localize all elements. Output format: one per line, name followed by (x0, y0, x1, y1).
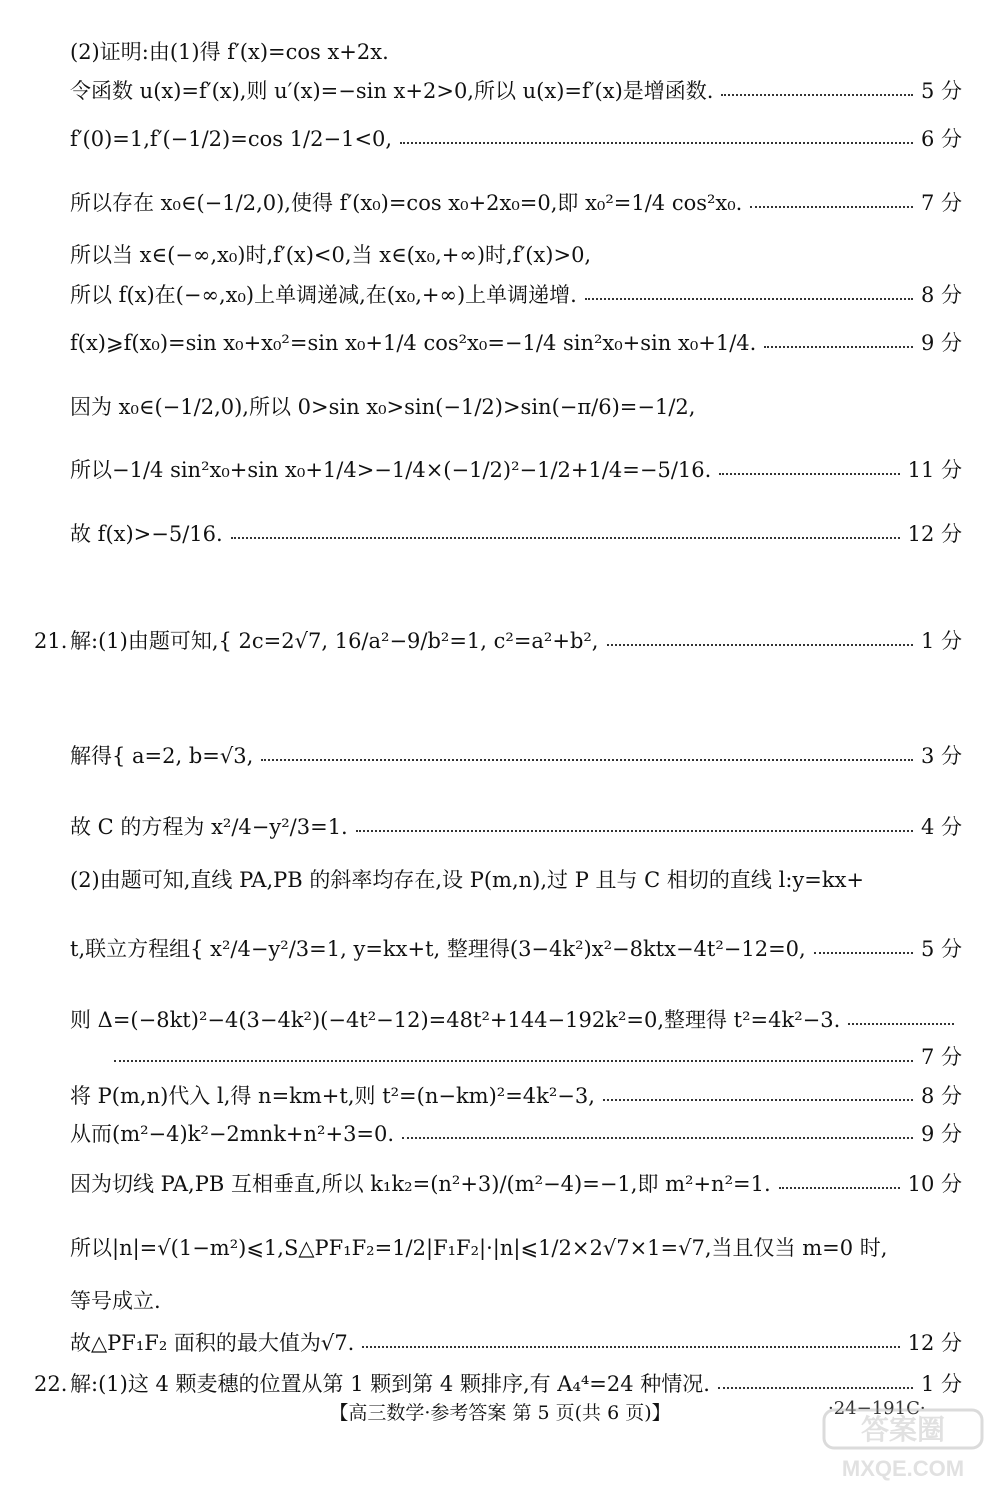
score-label: 12 分 (907, 522, 962, 546)
solution-line (70, 1236, 962, 1261)
score-label: 11 分 (907, 458, 962, 482)
solution-line (70, 868, 962, 893)
line-text: 所以 f(x)在(−∞,x₀)上单调递减,在(x₀,+∞)上单调递增. (70, 283, 577, 307)
leader-dots (718, 1387, 913, 1389)
solution-line (70, 79, 962, 104)
score-label: 7 分 (920, 1045, 962, 1069)
footer-code: ·24−191C· (828, 1398, 926, 1419)
leader-dots (114, 1060, 913, 1062)
leader-dots (603, 1099, 913, 1101)
leader-dots (356, 830, 913, 832)
line-text: f(x)⩾f(x₀)=sin x₀+x₀²=sin x₀+1/4 cos²x₀=−1/4 sin²x₀+sin x₀+1/4. (70, 331, 757, 355)
leader-dots (848, 1023, 954, 1025)
question-number-21: 21. (34, 629, 68, 653)
score-label: 3 分 (920, 744, 962, 768)
leader-dots (814, 952, 913, 954)
score-label: 7 分 (920, 191, 962, 215)
solution-line (70, 1172, 962, 1197)
question-number-22: 22. (34, 1372, 68, 1396)
line-text: 从而(m²−4)k²−2mnk+n²+3=0. (70, 1122, 395, 1146)
solution-line (70, 283, 962, 308)
solution-line (70, 127, 962, 152)
score-label: 5 分 (920, 79, 962, 103)
line-text: 解得{ a=2, b=√3, (70, 744, 254, 768)
leader-dots (362, 1346, 899, 1348)
solution-line (70, 1289, 962, 1314)
leader-dots (402, 1137, 913, 1139)
leader-dots (779, 1187, 900, 1189)
solution-line (70, 1008, 962, 1033)
watermark-site: MXQE.COM (841, 1456, 965, 1481)
score-label: 8 分 (920, 1084, 962, 1108)
solution-line (70, 937, 962, 962)
leader-dots (261, 759, 913, 761)
score-label: 4 分 (920, 815, 962, 839)
line-text: 故 f(x)>−5/16. (70, 522, 223, 546)
line-text: 所以−1/4 sin²x₀+sin x₀+1/4>−1/4×(−1/2)²−1/2+1/4=−5/16. (70, 458, 712, 482)
leader-dots (750, 206, 913, 208)
solution-line (70, 1372, 962, 1397)
proof-intro-line (70, 40, 962, 65)
solution-line (70, 815, 962, 840)
line-text: 令函数 u(x)=f′(x),则 u′(x)=−sin x+2>0,所以 u(x)=f′(x)是增函数. (70, 79, 714, 103)
leader-dots (585, 298, 913, 300)
solution-line (70, 458, 962, 483)
score-label: 1 分 (920, 1372, 962, 1396)
leader-dots (719, 473, 899, 475)
line-text: 等号成立. (70, 1289, 161, 1313)
line-text: f′(0)=1,f′(−1/2)=cos 1/2−1<0, (70, 127, 393, 151)
footer-text: 【高三数学·参考答案 第 5 页(共 6 页)】 (329, 1402, 671, 1424)
solution-line (70, 1331, 962, 1356)
line-text: (2)证明:由(1)得 f′(x)=cos x+2x. (70, 40, 389, 64)
leader-dots (231, 537, 900, 539)
score-label: 12 分 (907, 1331, 962, 1355)
leader-dots (400, 142, 913, 144)
solution-line-continuation (70, 1045, 962, 1070)
line-text: (2)由题可知,直线 PA,PB 的斜率均存在,设 P(m,n),过 P 且与 C 相切的直线 l:y=kx+ (70, 868, 865, 892)
score-label: 6 分 (920, 127, 962, 151)
solution-line (70, 395, 962, 420)
line-text: 因为切线 PA,PB 互相垂直,所以 k₁k₂=(n²+3)/(m²−4)=−1,即 m²+n²=1. (70, 1172, 771, 1196)
line-text: 所以|n|=√(1−m²)⩽1,S△PF₁F₂=1/2|F₁F₂|·|n|⩽1/2×2√7×1=√7,当且仅当 m=0 时, (70, 1236, 888, 1260)
watermark-logo (818, 1404, 988, 1484)
line-text: 解:(1)由题可知,{ 2c=2√7, 16/a²−9/b²=1, c²=a²+b², (70, 629, 599, 653)
line-text: 故△PF₁F₂ 面积的最大值为√7. (70, 1331, 355, 1355)
line-text: 解:(1)这 4 颗麦穗的位置从第 1 颗到第 4 颗排序,有 A₄⁴=24 种情况. (70, 1372, 710, 1396)
line-text: 则 Δ=(−8kt)²−4(3−4k²)(−4t²−12)=48t²+144−192k²=0,整理得 t²=4k²−3. (70, 1008, 841, 1032)
solution-line (70, 522, 962, 547)
score-label: 5 分 (920, 937, 962, 961)
leader-dots (721, 94, 913, 96)
line-text: t,联立方程组{ x²/4−y²/3=1, y=kx+t, 整理得(3−4k²)x²−8ktx−4t²−12=0, (70, 937, 806, 961)
solution-line (70, 191, 962, 216)
solution-line (70, 1084, 962, 1109)
leader-dots (764, 346, 913, 348)
line-text: 将 P(m,n)代入 l,得 n=km+t,则 t²=(n−km)²=4k²−3, (70, 1084, 595, 1108)
line-text: 因为 x₀∈(−1/2,0),所以 0>sin x₀>sin(−1/2)>sin(−π/6)=−1/2, (70, 395, 696, 419)
score-label: 9 分 (920, 331, 962, 355)
solution-line (70, 331, 962, 356)
solution-line (70, 1122, 962, 1147)
line-text: 所以当 x∈(−∞,x₀)时,f′(x)<0,当 x∈(x₀,+∞)时,f′(x)>0, (70, 243, 592, 267)
score-label: 1 分 (920, 629, 962, 653)
line-text: 所以存在 x₀∈(−1/2,0),使得 f′(x₀)=cos x₀+2x₀=0,即 x₀²=1/4 cos²x₀. (70, 191, 743, 215)
watermark-text: 答案圈 (860, 1414, 946, 1445)
solution-line (70, 243, 962, 268)
score-label: 9 分 (920, 1122, 962, 1146)
score-label: 10 分 (907, 1172, 962, 1196)
solution-line (70, 744, 962, 769)
line-text: 故 C 的方程为 x²/4−y²/3=1. (70, 815, 348, 839)
score-label: 8 分 (920, 283, 962, 307)
solution-line (70, 629, 962, 654)
leader-dots (607, 644, 913, 646)
